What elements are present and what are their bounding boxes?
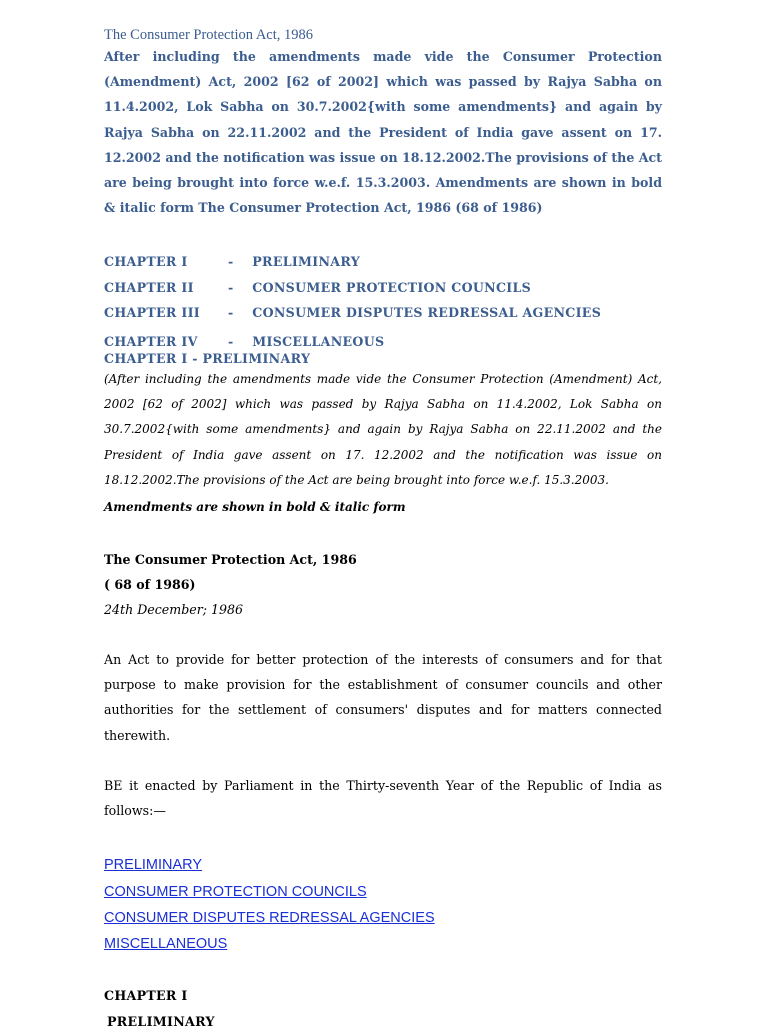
chapter-row — [104, 275, 662, 300]
chapter-dash: - — [228, 254, 234, 270]
toc-link-consumer-protection-councils[interactable]: CONSUMER PROTECTION COUNCILS — [104, 883, 367, 900]
table-of-contents — [104, 852, 662, 957]
enactment-paragraph: BE it enacted by Parliament in the Thirty-seventh Year of the Republic of India as follows:— — [104, 777, 662, 819]
toc-link-consumer-disputes-redressal-agencies[interactable]: CONSUMER DISPUTES REDRESSAL AGENCIES — [104, 909, 435, 926]
chapter-title: MISCELLANEOUS — [252, 333, 385, 349]
document-page — [104, 27, 662, 1035]
chapter-row — [104, 300, 662, 325]
chapter-number: CHAPTER II — [104, 279, 194, 295]
amendment-form-note: Amendments are shown in bold & italic form — [104, 500, 406, 514]
chapter-row — [104, 333, 662, 350]
toc-link-preliminary[interactable]: PRELIMINARY — [104, 857, 203, 874]
intro-paragraph: After including the amendments made vide the Consumer Protection (Amendment) Act, 2002 [62 of 2002] which was passed by Rajya Sabha on 11.4.2002, Lok Sabha on 30.7.2002{with some amendments} and again by Rajya Sabha on 22.11.2002 and the President of India gave assent on 17. 12.2002 and the notification was issue on 18.12.2002.The provisions of the Act are being brought into force w.e.f. 15.3.2003. Amendments are shown in bold & italic form The Consumer Protection Act, 1986 (68 of 1986) — [104, 49, 662, 216]
chapter-list — [104, 249, 662, 350]
chapter-row — [104, 249, 662, 274]
chapter-dash: - — [228, 279, 234, 295]
act-date: 24th December; 1986 — [104, 602, 244, 617]
act-number: ( 68 of 1986) — [104, 577, 196, 592]
chapter-title: CONSUMER PROTECTION COUNCILS — [252, 279, 532, 295]
act-title: The Consumer Protection Act, 1986 — [104, 552, 357, 567]
chapter-dash: - — [228, 304, 234, 320]
document-title: The Consumer Protection Act, 1986 — [104, 27, 314, 43]
chapter-number: CHAPTER IV — [104, 333, 198, 349]
preamble-paragraph: An Act to provide for better protection of the interests of consumers and for that purpose to make provision for the establishment of consumer councils and other authorities for the settlement of consumers' disputes and for matters connected therewith. — [104, 652, 662, 743]
toc-link-miscellaneous[interactable]: MISCELLANEOUS — [104, 936, 228, 953]
chapter-dash: - — [228, 333, 234, 349]
chapter-title: CONSUMER DISPUTES REDRESSAL AGENCIES — [252, 304, 602, 320]
chapter-number: CHAPTER I — [104, 254, 188, 270]
chapter-title: PRELIMINARY — [252, 254, 361, 270]
chapter-heading: CHAPTER I — [104, 988, 188, 1004]
chapter-one-heading: CHAPTER I - PRELIMINARY — [104, 350, 311, 366]
chapter-number: CHAPTER III — [104, 304, 200, 320]
chapter-subheading: PRELIMINARY — [107, 1014, 215, 1030]
amendment-note: (After including the amendments made vide the Consumer Protection (Amendment) Act, 2002 [62 of 2002] which was passed by Rajya Sabha on 11.4.2002, Lok Sabha on 30.7.2002{with some amendments} and again by Rajya Sabha on 22.11.2002 and the President of India gave assent on 17. 12.2002 and the notification was issue on 18.12.2002.The provisions of the Act are being brought into force w.e.f. 15.3.2003. — [104, 371, 662, 487]
